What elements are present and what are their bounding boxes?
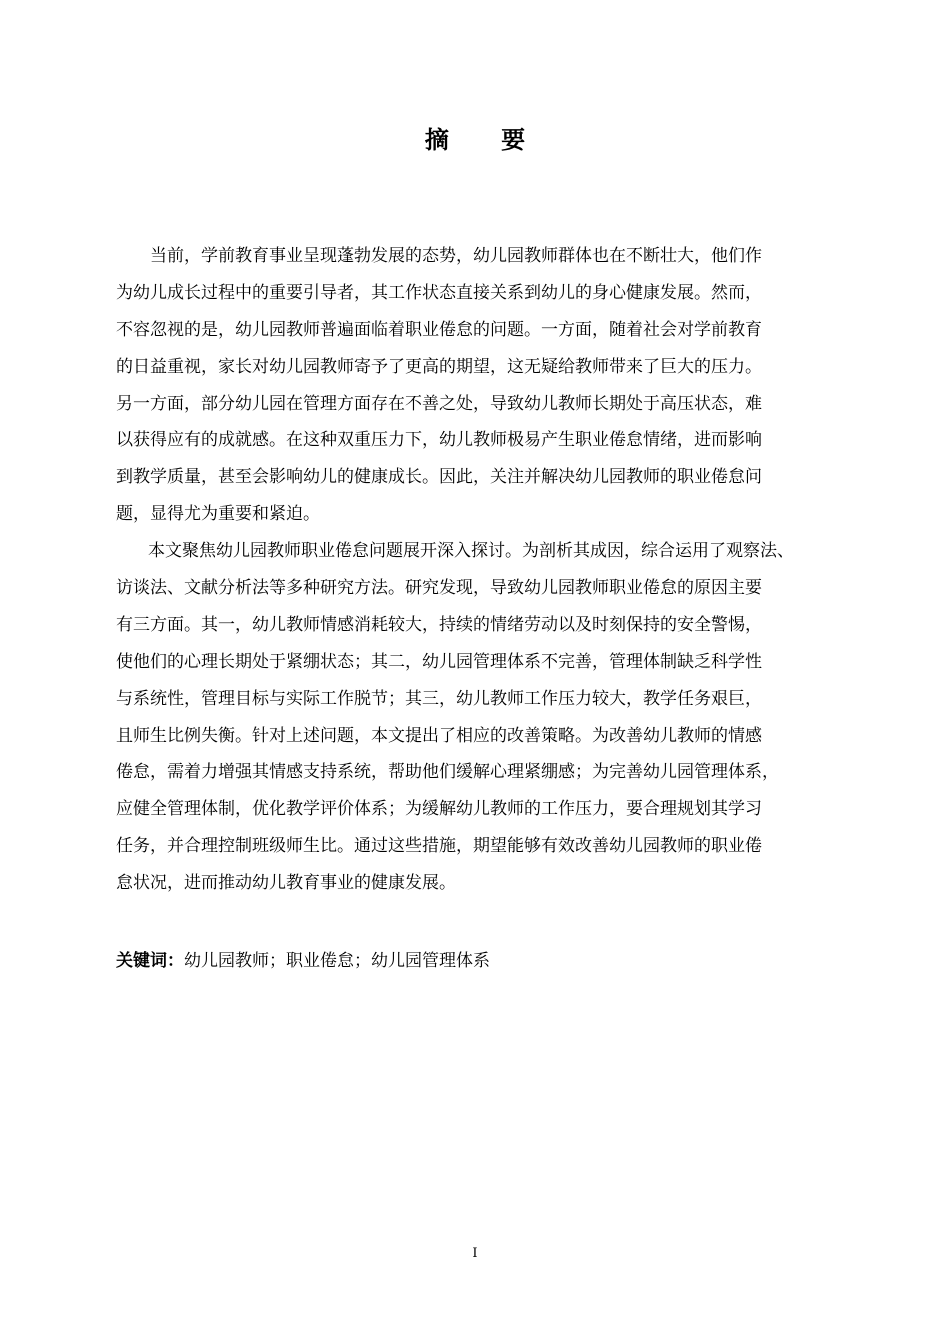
paragraph-1-line: 当前，学前教育事业呈现蓬勃发展的态势，幼儿园教师群体也在不断壮大，他们作 [150,246,762,266]
page-number: I [472,1246,478,1261]
paragraph-1-line: 以获得应有的成就感。在这种双重压力下，幼儿教师极易产生职业倦怠情绪，进而影响 [116,430,762,451]
paragraph-1-line: 为幼儿成长过程中的重要引导者，其工作状态直接关系到幼儿的身心健康发展。然而， [116,282,762,303]
paragraph-1-line: 到教学质量，甚至会影响幼儿的健康成长。因此，关注并解决幼儿园教师的职业倦怠问 [116,467,762,488]
keywords-value: 幼儿园教师；职业倦怠；幼儿园管理体系 [184,951,490,971]
paragraph-1-line: 不容忽视的是，幼儿园教师普遍面临着职业倦怠的问题。一方面，随着社会对学前教育 [116,319,762,340]
paragraph-2-line: 访谈法、文献分析法等多种研究方法。研究发现，导致幼儿园教师职业倦怠的原因主要 [116,578,762,599]
keywords-label: 关键词： [116,951,184,971]
paragraph-2-line: 任务，并合理控制班级师生比。通过这些措施，期望能够有效改善幼儿园教师的职业倦 [116,836,762,857]
abstract-body [116,238,840,902]
paragraph-1-line: 另一方面，部分幼儿园在管理方面存在不善之处，导致幼儿教师长期处于高压状态，难 [116,393,762,414]
paragraph-1-line: 的日益重视，家长对幼儿园教师寄予了更高的期望，这无疑给教师带来了巨大的压力。 [116,356,762,377]
paragraph-2-line: 使他们的心理长期处于紧绷状态；其二，幼儿园管理体系不完善，管理体制缺乏科学性 [116,651,762,672]
keywords-line [116,944,490,978]
paragraph-1-line: 题，显得尤为重要和紧迫。 [116,504,320,525]
paragraph-2-line: 有三方面。其一，幼儿教师情感消耗较大，持续的情绪劳动以及时刻保持的安全警惕， [116,614,762,635]
paragraph-2-line: 与系统性，管理目标与实际工作脱节；其三，幼儿教师工作压力较大，教学任务艰巨， [116,688,762,709]
paragraph-2-line: 本文聚焦幼儿园教师职业倦怠问题展开深入探讨。为剖析其成因，综合运用了观察法、 [148,541,794,562]
paragraph-2-line: 且师生比例失衡。针对上述问题，本文提出了相应的改善策略。为改善幼儿教师的情感 [116,725,762,746]
paragraph-2-line: 怠状况，进而推动幼儿教育事业的健康发展。 [116,873,456,894]
paragraph-2-line: 倦怠，需着力增强其情感支持系统，帮助他们缓解心理紧绷感；为完善幼儿园管理体系， [116,762,779,783]
abstract-title: 摘 要 [424,126,548,154]
paragraph-2-line: 应健全管理体制，优化教学评价体系；为缓解幼儿教师的工作压力，要合理规划其学习 [116,799,762,820]
